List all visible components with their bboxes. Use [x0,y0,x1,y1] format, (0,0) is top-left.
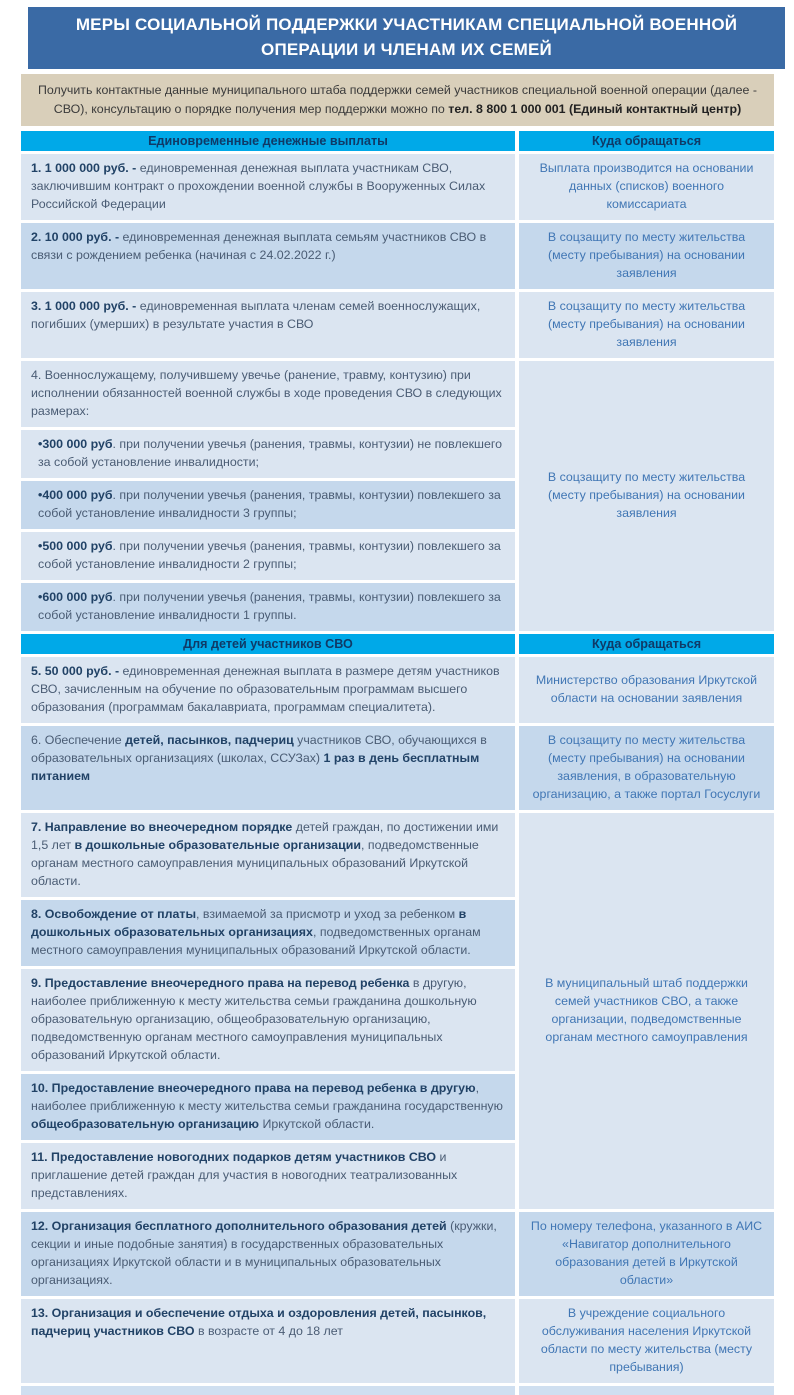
row-text: детей граждан, по достижении ими 1,5 лет [31,820,499,852]
row-text: в возрасте от 4 до 18 лет [194,1323,343,1338]
table-block [21,223,774,289]
contact-phone: тел. 8 800 1 000 001 (Единый контактный центр) [448,102,742,117]
section-header [21,634,774,654]
section-header-right: Куда обращаться [519,634,774,654]
table-block [21,154,774,220]
page-title: МЕРЫ СОЦИАЛЬНОЙ ПОДДЕРЖКИ УЧАСТНИКАМ СПЕЦИАЛЬНОЙ ВОЕННОЙ ОПЕРАЦИИ И ЧЛЕНАМ ИХ СЕМЕЙ [75,15,738,59]
row-text: , подведомственных органам местного самоуправления муниципальных образований Иркутской области. [31,924,481,957]
row-text-bold: 7. Направление во внеочередном порядке [31,820,293,835]
row-left-cell [21,813,515,897]
row-text: (кружки, секции и иные подобные занятия) в государственных образовательных организациях Иркутской области и в муниципальных образовательных организациях. [31,1218,497,1287]
row-left-cell [21,532,515,580]
row-text-bold: •400 000 руб [38,488,113,503]
table-block [21,657,774,723]
row-text-bold: 11. Предоставление новогодних подарков детям участников СВО [31,1149,437,1164]
row-text-bold: в дошкольных образовательных организациях [31,906,467,939]
row-right-cell: Министерство образования Иркутской области на основании заявления [519,657,774,723]
row-left-column [21,813,515,1209]
row-left-column [21,1299,515,1383]
row-text: . при получении увечья (ранения, травмы, контузии) повлекшего за собой установление инвалидности 3 группы; [38,488,501,521]
support-table [21,131,774,1394]
section-header-right: Куда обращаться [519,131,774,151]
row-right-cell: Выплата производится на основании данных (списков) военного комиссариата [519,154,774,220]
row-left-cell [21,900,515,966]
section-header-left: Единовременные денежные выплаты [21,131,515,151]
row-left-cell [21,969,515,1071]
row-right-cell: В соцзащиту по месту жительства (месту пребывания) на основании заявления [519,361,774,631]
bottom-strip-right [519,1386,774,1395]
table-block [21,813,774,1209]
row-text-bold: 1 раз в день бесплатным питанием [31,751,480,784]
row-text-bold: 5. 50 000 руб. - [31,664,123,679]
row-text: единовременная выплата членам семей военнослужащих, погибших (умерших) в результате участия в СВО [31,299,481,332]
row-left-cell [21,657,515,723]
row-text: 4. Военнослужащему, получившему увечье (ранение, травму, контузию) при исполнении обязанностей военной службы в ходе проведения СВО в следующих размерах: [31,368,502,419]
row-left-cell [21,1074,515,1140]
row-text-bold: 13. Организация и обеспечение отдыха и оздоровления детей, пасынков, падчериц участников СВО [31,1305,487,1338]
row-text: в другую, наиболее приближенную к месту жительства семьи гражданина дошкольную образовательную организацию, общеобразовательную организацию, подведомственную органам местного самоуправления муниципальных образований Иркутской области. [31,975,477,1062]
section-header-left: Для детей участников СВО [21,634,515,654]
row-text-bold: 9. Предоставление внеочередного права на перевод ребенка [31,975,410,990]
row-text: , наиболее приближенную к месту жительства семьи гражданина государственную [31,1080,503,1113]
row-text-bold: •300 000 руб [38,437,113,452]
row-text: . при получении увечья (ранения, травмы, контузии) повлекшего за собой установление инвалидности 2 группы; [38,539,501,572]
row-text: , взимаемой за присмотр и уход за ребенком [196,906,459,921]
banner [28,7,785,69]
row-text: . при получении увечья (ранения, травмы, контузии) повлекшего за собой установление инвалидности 1 группы. [38,590,501,623]
contact-bar [21,74,774,126]
row-right-cell: В соцзащиту по месту жительства (месту пребывания) на основании заявления, в образовательную организацию, а также портал Госуслуги [519,726,774,810]
row-left-cell [21,1212,515,1296]
row-text-bold: детей, пасынков, падчериц [125,733,294,748]
section-header [21,131,774,151]
table-block [21,726,774,810]
table-block [21,1212,774,1296]
table-block [21,292,774,358]
row-text-bold: 3. 1 000 000 руб. - [31,299,140,314]
row-left-column [21,726,515,810]
row-right-cell: В соцзащиту по месту жительства (месту пребывания) на основании заявления [519,292,774,358]
row-left-column [21,154,515,220]
row-right-cell: По номеру телефона, указанного в АИС «Навигатор дополнительного образования детей в Иркутской области» [519,1212,774,1296]
row-text-bold: •600 000 руб [38,590,113,605]
row-text: участников СВО, обучающихся в образовательных организациях (школах, ССУЗах) [31,733,487,766]
row-text: единовременная денежная выплата в размере детям участников СВО, зачисленным на обучение по образовательным программам высшего образования (программам бакалавриата, программам специалитета). [31,664,500,715]
row-left-cell [21,223,515,289]
row-text: Иркутской области. [259,1116,375,1131]
row-left-column [21,361,515,631]
row-right-cell: В соцзащиту по месту жительства (месту пребывания) на основании заявления [519,223,774,289]
row-text-bold: 1. 1 000 000 руб. - [31,161,140,176]
row-left-cell [21,1299,515,1383]
row-left-cell [21,481,515,529]
row-text: . при получении увечья (ранения, травмы, контузии) не повлекшего за собой установление инвалидности; [38,437,502,470]
row-text: единовременная денежная выплата семьям участников СВО в связи с рождением ребенка (начиная с 24.02.2022 г.) [31,230,487,263]
row-text: единовременная денежная выплата участникам СВО, заключившим контракт о прохождении военной службы в Вооруженных Силах Российской Федерации [31,161,486,212]
contact-text: Получить контактные данные муниципального штаба поддержки семей участников специальной военной операции (далее - СВО), консультацию о порядке получения мер поддержки можно по [37,83,758,117]
row-text-bold: 8. Освобождение от платы [31,906,197,921]
row-left-column [21,292,515,358]
row-right-cell: В учреждение социального обслуживания населения Иркутской области по месту жительства (месту пребывания) [519,1299,774,1383]
row-text-bold: •500 000 руб [38,539,113,554]
bottom-strip [21,1386,774,1395]
table-block [21,361,774,631]
row-text-bold: общеобразовательную организацию [31,1116,260,1131]
row-left-cell [21,361,515,427]
bottom-strip-left [21,1386,515,1395]
row-text-bold: 2. 10 000 руб. - [31,230,123,245]
row-text-bold: 10. Предоставление внеочередного права на перевод ребенка в другую [31,1080,476,1095]
row-left-cell [21,292,515,358]
row-left-column [21,1212,515,1296]
row-text: 6. Обеспечение [31,733,126,748]
row-left-column [21,223,515,289]
row-left-cell [21,583,515,631]
table-block [21,1299,774,1383]
row-text: и приглашение детей граждан для участия в новогодних театрализованных представлениях. [31,1149,458,1200]
row-right-cell: В муниципальный штаб поддержки семей участников СВО, а также организации, подведомственные органам местного самоуправления [519,813,774,1209]
row-left-cell [21,154,515,220]
row-text: , подведомственные органам местного самоуправления муниципальных образований Иркутской области. [31,838,479,888]
row-left-cell [21,430,515,478]
row-text-bold: в дошкольные образовательные организации [74,838,361,852]
row-left-column [21,657,515,723]
row-left-cell [21,1143,515,1209]
row-left-cell [21,726,515,810]
row-text-bold: 12. Организация бесплатного дополнительного образования детей [31,1218,447,1233]
